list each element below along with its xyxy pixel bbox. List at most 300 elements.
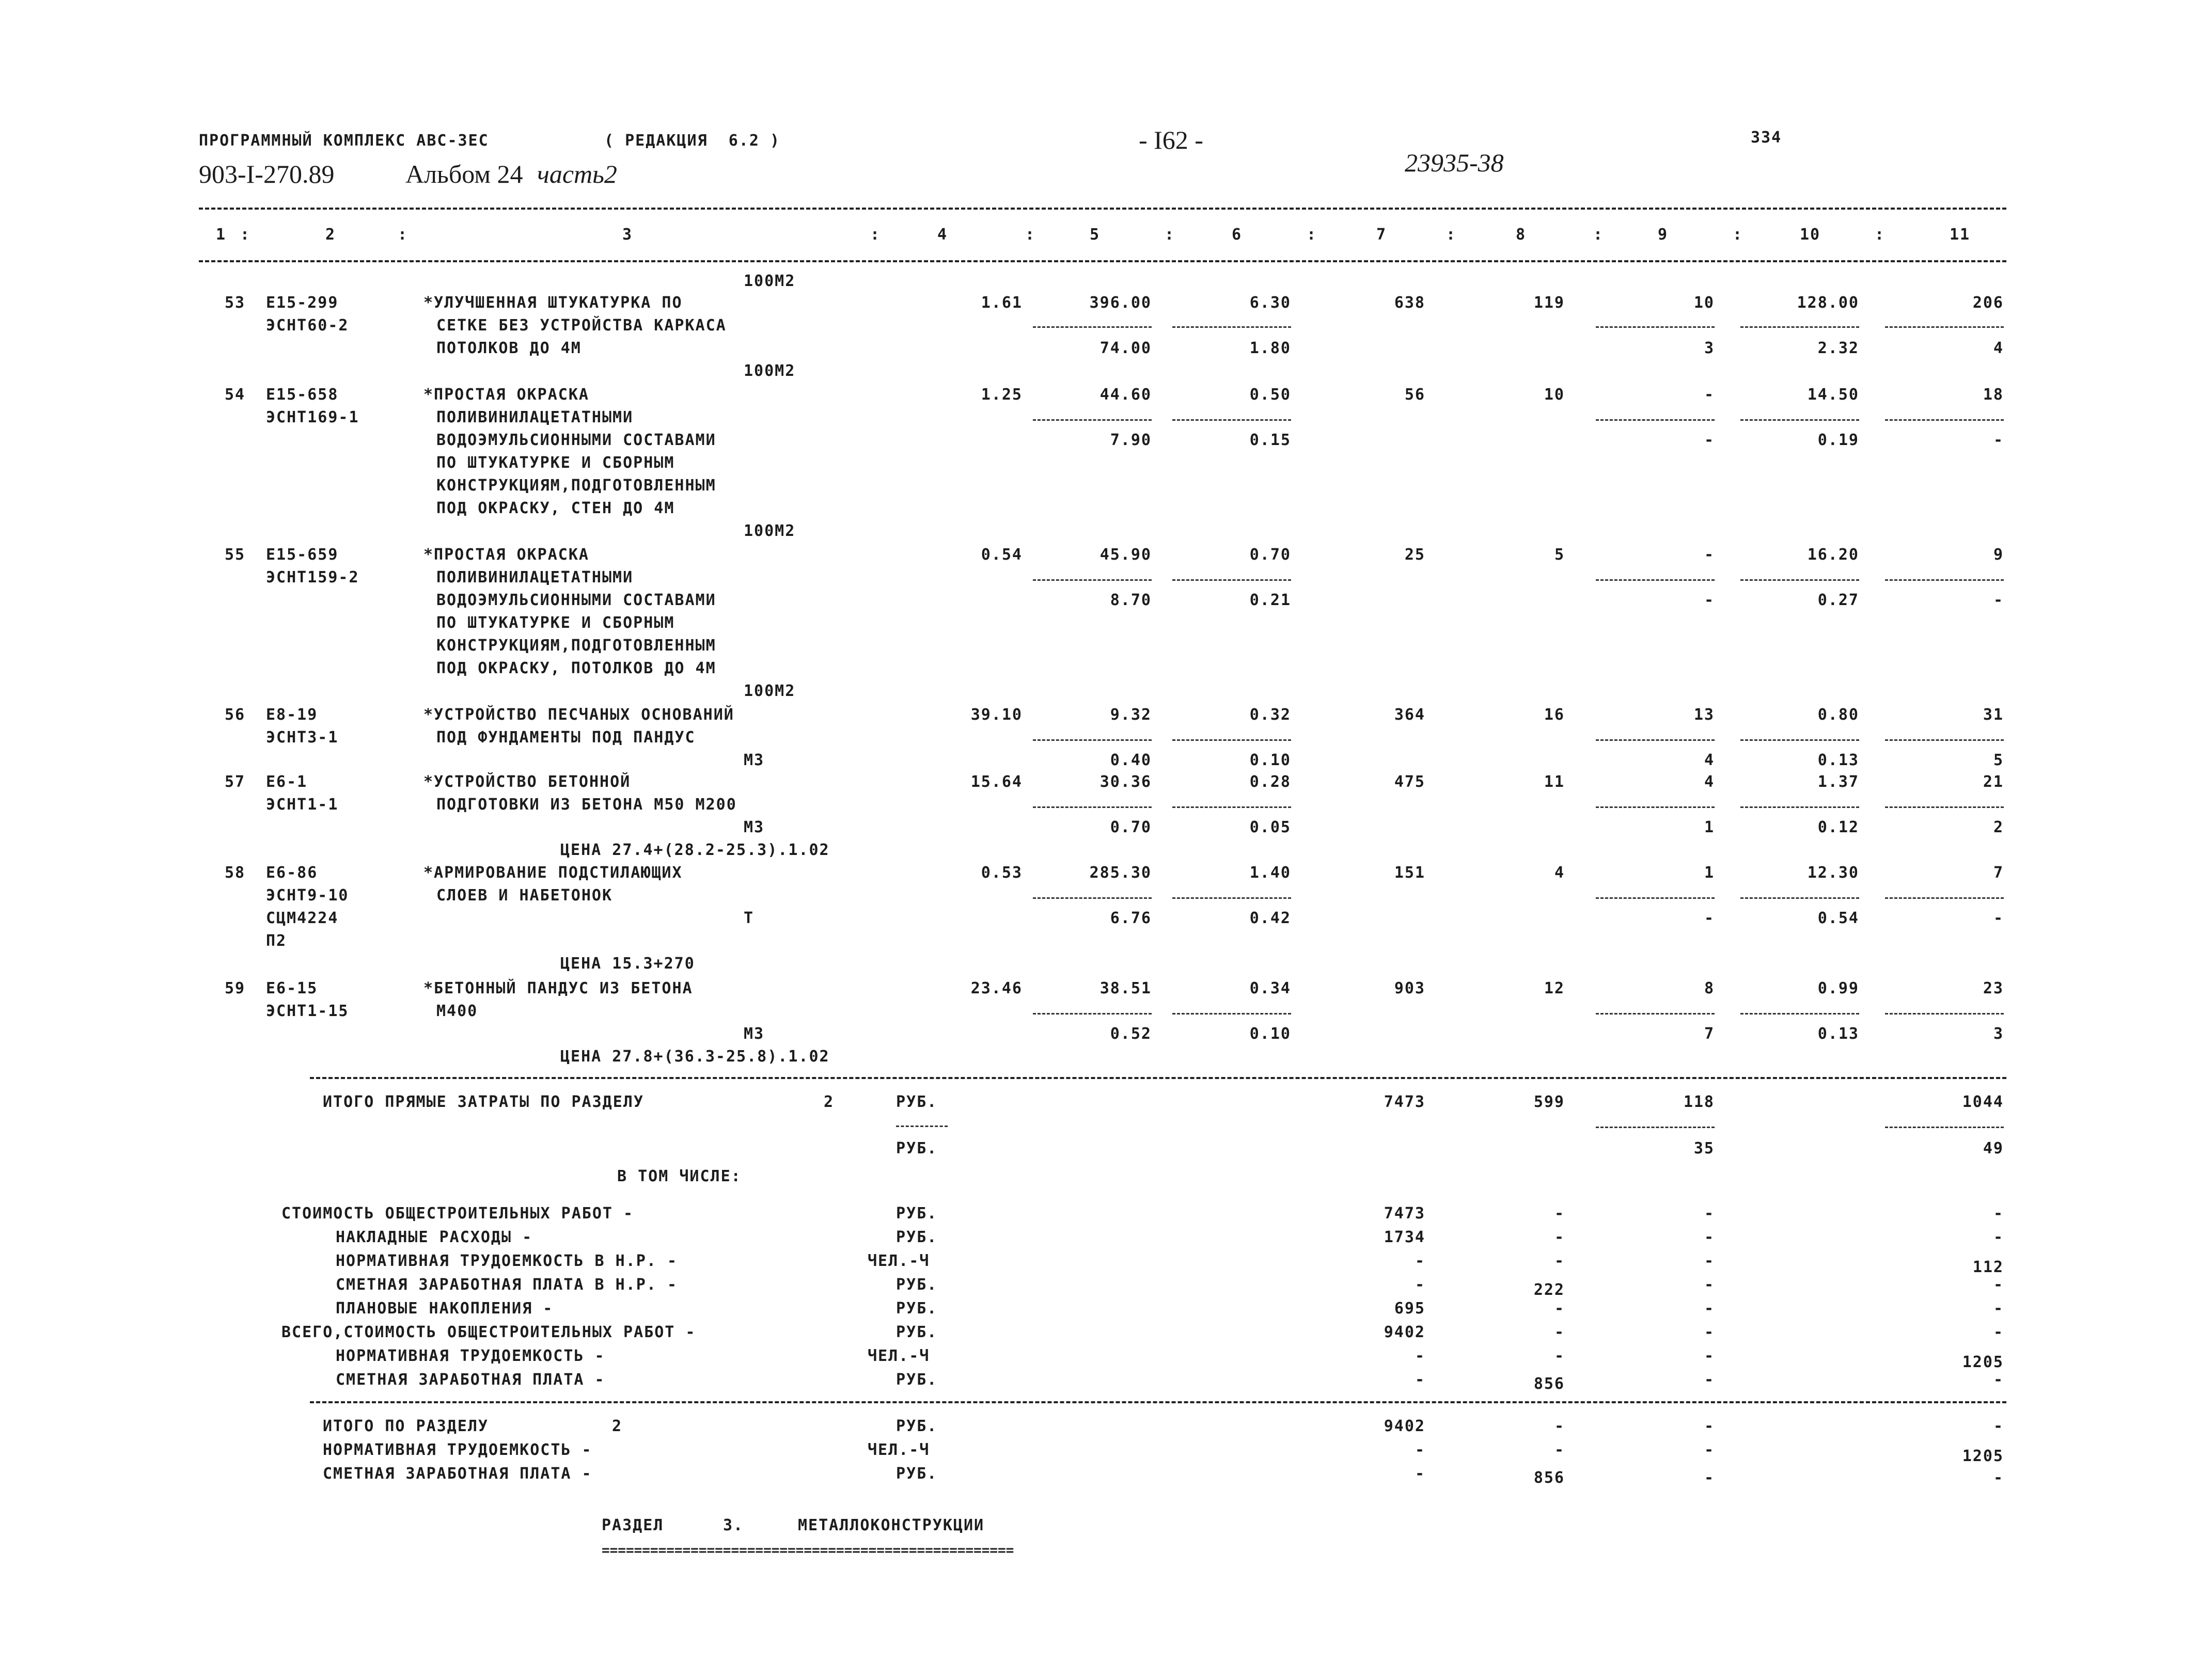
row-code-2: ЭСНТ60-2: [266, 316, 349, 335]
row-unit-wage: 6.76: [1110, 909, 1152, 927]
row-price-note: ЦЕНА 27.4+(28.2-25.3).1.02: [560, 841, 830, 859]
row-unit-cost: 9.32: [1110, 706, 1152, 724]
cell-divider: [1596, 739, 1715, 741]
col-7: 7: [1376, 226, 1387, 244]
row-code-4: П2: [266, 932, 287, 950]
direct-costs-label: ИТОГО ПРЯМЫЕ ЗАТРАТЫ ПО РАЗДЕЛУ: [323, 1093, 644, 1111]
breakdown-unit: ЧЕЛ.-Ч: [868, 1347, 930, 1365]
top-rule: [199, 208, 2006, 210]
row-description: *ПРОСТАЯ ОКРАСКА: [423, 546, 589, 564]
breakdown-cost: -: [1415, 1347, 1425, 1365]
row-mach: 13: [1693, 706, 1715, 724]
section-total-wage: -: [1554, 1441, 1565, 1459]
breakdown-wage: -: [1554, 1347, 1565, 1365]
cell-divider: [1172, 579, 1291, 581]
row-description: *ПРОСТАЯ ОКРАСКА: [423, 386, 589, 404]
row-unit-mach-wage: 0.10: [1249, 751, 1291, 769]
breakdown-mach: -: [1704, 1276, 1715, 1294]
col-11: 11: [1950, 226, 1971, 244]
row-description: КОНСТРУКЦИЯМ,ПОДГОТОВЛЕННЫМ: [436, 477, 716, 495]
row-code: Е6-86: [266, 864, 318, 882]
row-description: ПО ШТУКАТУРКЕ И СБОРНЫМ: [436, 614, 675, 632]
breakdown-label: НАКЛАДНЫЕ РАСХОДЫ -: [336, 1228, 533, 1246]
section-total-unit: РУБ.: [896, 1465, 938, 1483]
col-sep: :: [398, 226, 409, 244]
section-total-label: НОРМАТИВНАЯ ТРУДОЕМКОСТЬ -: [323, 1441, 592, 1459]
row-mach-wage: 7: [1704, 1025, 1715, 1043]
cell-divider: [1740, 739, 1859, 741]
section-total-mach: -: [1704, 1469, 1715, 1487]
row-number: 57: [225, 773, 246, 791]
row-description: КОНСТРУКЦИЯМ,ПОДГОТОВЛЕННЫМ: [436, 637, 716, 655]
col-6: 6: [1232, 226, 1243, 244]
cell-divider: [1596, 326, 1715, 328]
breakdown-label: СМЕТНАЯ ЗАРАБОТНАЯ ПЛАТА В Н.Р. -: [336, 1276, 678, 1294]
row-price-note: ЦЕНА 27.8+(36.3-25.8).1.02: [560, 1048, 830, 1066]
breakdown-labor: -: [1993, 1276, 2004, 1294]
row-total-wage: 119: [1533, 294, 1565, 312]
breakdown-mach: -: [1704, 1204, 1715, 1223]
breakdown-wage: -: [1554, 1299, 1565, 1318]
row-number: 56: [225, 706, 246, 724]
row-unit-mach-wage: 1.80: [1249, 339, 1291, 357]
cell-divider: [1885, 897, 2004, 899]
row-description: *УЛУЧШЕННАЯ ШТУКАТУРКА ПО: [423, 294, 683, 312]
row-unit-cost: 38.51: [1100, 979, 1152, 997]
row-description: *АРМИРОВАНИЕ ПОДСТИЛАЮЩИХ: [423, 864, 683, 882]
cell-divider: [1172, 897, 1291, 899]
section-total-cost: -: [1415, 1465, 1425, 1483]
col-1: 1: [216, 226, 227, 244]
direct-costs-labor-mach: 49: [1983, 1139, 2004, 1158]
row-total-cost: 56: [1404, 386, 1425, 404]
breakdown-mach: -: [1704, 1299, 1715, 1318]
section-total-labor: -: [1993, 1417, 2004, 1435]
row-labor-total: 9: [1993, 546, 2004, 564]
row-qty: 23.46: [970, 979, 1023, 997]
direct-costs-wage: 599: [1533, 1093, 1565, 1111]
row-unit-cost: 396.00: [1089, 294, 1152, 312]
row-price-note: ЦЕНА 15.3+270: [560, 955, 695, 973]
row-description: ПОЛИВИНИЛАЦЕТАТНЫМИ: [436, 568, 634, 587]
row-labor-total: 23: [1983, 979, 2004, 997]
row-labor-total: 18: [1983, 386, 2004, 404]
row-labor-mach: 0.13: [1817, 1025, 1859, 1043]
col-sep: :: [870, 226, 881, 244]
row-description: ВОДОЭМУЛЬСИОННЫМИ СОСТАВАМИ: [436, 431, 716, 449]
cell-divider: [1033, 579, 1152, 581]
row-code: Е15-659: [266, 546, 339, 564]
breakdown-unit: РУБ.: [896, 1276, 938, 1294]
document-code: 903-I-270.89: [199, 160, 335, 188]
row-description: ПОД ФУНДАМЕНТЫ ПОД ПАНДУС: [436, 728, 696, 747]
row-code-2: ЭСНТ1-15: [266, 1002, 349, 1020]
row-total-cost: 364: [1394, 706, 1425, 724]
col-3: 3: [622, 226, 633, 244]
breakdown-label: НОРМАТИВНАЯ ТРУДОЕМКОСТЬ В Н.Р. -: [336, 1252, 678, 1270]
row-labor-total: 206: [1972, 294, 2004, 312]
row-description: ПОТОЛКОВ ДО 4М: [436, 339, 582, 357]
row-mach: 10: [1693, 294, 1715, 312]
row-total-wage: 5: [1554, 546, 1565, 564]
row-pre-unit: 100М2: [744, 272, 796, 290]
breakdown-label: СТОИМОСТЬ ОБЩЕСТРОИТЕЛЬНЫХ РАБОТ -: [281, 1204, 634, 1223]
header-rule: [199, 260, 2006, 262]
row-mach-wage: -: [1704, 909, 1715, 927]
row-total-wage: 11: [1544, 773, 1565, 791]
row-code-2: ЭСНТ169-1: [266, 408, 359, 426]
row-labor-mach-total: -: [1993, 591, 2004, 609]
row-unit-cost: 45.90: [1100, 546, 1152, 564]
album-part: часть2: [537, 160, 617, 188]
cell-divider: [1033, 419, 1152, 421]
section-heading-underline: ===================================================: [602, 1543, 1014, 1558]
cell-divider: [1740, 1013, 1859, 1015]
breakdown-cost: -: [1415, 1371, 1425, 1389]
breakdown-unit: РУБ.: [896, 1371, 938, 1389]
breakdown-unit: РУБ.: [896, 1228, 938, 1246]
breakdown-unit: РУБ.: [896, 1323, 938, 1341]
row-description: ВОДОЭМУЛЬСИОННЫМИ СОСТАВАМИ: [436, 591, 716, 609]
breakdown-label: НОРМАТИВНАЯ ТРУДОЕМКОСТЬ -: [336, 1347, 605, 1365]
row-labor-mach: 0.27: [1817, 591, 1859, 609]
row-unit: М3: [744, 751, 765, 769]
cell-divider: [1596, 897, 1715, 899]
row-description: СЕТКЕ БЕЗ УСТРОЙСТВА КАРКАСА: [436, 316, 727, 335]
row-labor-total: 31: [1983, 706, 2004, 724]
cell-divider: [1740, 579, 1859, 581]
row-code: Е6-15: [266, 979, 318, 997]
col-sep: :: [1593, 226, 1604, 244]
row-unit-mach-wage: 0.05: [1249, 818, 1291, 836]
row-description: ПОЛИВИНИЛАЦЕТАТНЫМИ: [436, 408, 634, 426]
breakdown-wage: -: [1554, 1228, 1565, 1246]
row-unit-mach: 1.40: [1249, 864, 1291, 882]
album-label: Альбом 24: [405, 160, 523, 188]
row-labor-mach: 0.19: [1817, 431, 1859, 449]
row-labor-unit: 1.37: [1817, 773, 1859, 791]
direct-costs-labor: 1044: [1962, 1093, 2004, 1111]
row-description: *УСТРОЙСТВО БЕТОННОЙ: [423, 773, 631, 791]
cell-divider: [1033, 1013, 1152, 1015]
row-unit-mach: 0.34: [1249, 979, 1291, 997]
breakdown-wage: -: [1554, 1252, 1565, 1270]
row-labor-unit: 128.00: [1797, 294, 1859, 312]
row-unit-mach: 0.28: [1249, 773, 1291, 791]
cell-divider: [1033, 897, 1152, 899]
breakdown-labor: -: [1993, 1371, 2004, 1389]
cell-divider: [1885, 326, 2004, 328]
row-number: 59: [225, 979, 246, 997]
cell-divider: [1033, 326, 1152, 328]
section-total-wage: -: [1554, 1417, 1565, 1435]
row-code: Е15-299: [266, 294, 339, 312]
col-sep: :: [240, 226, 251, 244]
row-description: ПО ШТУКАТУРКЕ И СБОРНЫМ: [436, 454, 675, 472]
cell-divider: [1740, 326, 1859, 328]
col-9: 9: [1658, 226, 1669, 244]
row-labor-mach-total: -: [1993, 909, 2004, 927]
cell-divider: [1885, 579, 2004, 581]
row-number: 55: [225, 546, 246, 564]
row-unit: 100М2: [744, 522, 796, 540]
breakdown-mach: -: [1704, 1371, 1715, 1389]
section-total-mach: -: [1704, 1441, 1715, 1459]
row-unit: 100М2: [744, 682, 796, 700]
cell-divider: [1885, 1127, 2004, 1128]
row-unit-mach: 6.30: [1249, 294, 1291, 312]
row-mach-wage: -: [1704, 591, 1715, 609]
row-code-3: СЦМ4224: [266, 909, 339, 927]
breakdown-cost: 7473: [1384, 1204, 1425, 1223]
row-unit: М3: [744, 1025, 765, 1043]
cell-divider: [1885, 1013, 2004, 1015]
breakdown-wage: 856: [1533, 1375, 1565, 1393]
stamp-number: 23935-38: [1405, 148, 1504, 177]
row-total-cost: 151: [1394, 864, 1425, 882]
breakdown-unit: РУБ.: [896, 1204, 938, 1223]
cell-divider: [1172, 1013, 1291, 1015]
row-labor-unit: 12.30: [1807, 864, 1859, 882]
row-mach-wage: -: [1704, 431, 1715, 449]
cell-divider: [1740, 897, 1859, 899]
breakdown-cost: 695: [1394, 1299, 1425, 1318]
row-labor-unit: 0.99: [1817, 979, 1859, 997]
section-heading-title: МЕТАЛЛОКОНСТРУКЦИИ: [798, 1516, 985, 1534]
section-total-cost: 9402: [1384, 1417, 1425, 1435]
row-code: Е8-19: [266, 706, 318, 724]
breakdown-labor: -: [1993, 1228, 2004, 1246]
row-code: Е15-658: [266, 386, 339, 404]
cell-divider: [1172, 739, 1291, 741]
col-2: 2: [325, 226, 336, 244]
row-labor-total: 21: [1983, 773, 2004, 791]
row-labor-unit: 14.50: [1807, 386, 1859, 404]
cell-divider: [1596, 579, 1715, 581]
cell-divider: [1033, 806, 1152, 808]
row-unit-wage: 8.70: [1110, 591, 1152, 609]
cell-divider: [1172, 419, 1291, 421]
row-mach: 8: [1704, 979, 1715, 997]
row-labor-mach: 0.13: [1817, 751, 1859, 769]
row-total-cost: 638: [1394, 294, 1425, 312]
row-labor-mach-total: 3: [1993, 1025, 2004, 1043]
row-total-wage: 12: [1544, 979, 1565, 997]
row-number: 58: [225, 864, 246, 882]
section-total-mach: -: [1704, 1417, 1715, 1435]
cell-divider: [1596, 1013, 1715, 1015]
row-labor-total: 7: [1993, 864, 2004, 882]
row-description: *УСТРОЙСТВО ПЕСЧАНЫХ ОСНОВАНИЙ: [423, 706, 734, 724]
row-code-2: ЭСНТ1-1: [266, 796, 339, 814]
breakdown-unit: ЧЕЛ.-Ч: [868, 1252, 930, 1270]
direct-costs-total-cost: 7473: [1384, 1093, 1425, 1111]
breakdown-label: ПЛАНОВЫЕ НАКОПЛЕНИЯ -: [336, 1299, 554, 1318]
row-number: 54: [225, 386, 246, 404]
row-unit-wage: 0.52: [1110, 1025, 1152, 1043]
col-sep: :: [1307, 226, 1317, 244]
row-qty: 1.25: [981, 386, 1023, 404]
breakdown-mach: -: [1704, 1252, 1715, 1270]
section-total-labor: -: [1993, 1469, 2004, 1487]
section-total-label: ИТОГО ПО РАЗДЕЛУ: [323, 1417, 489, 1435]
row-description: ПОД ОКРАСКУ, СТЕН ДО 4М: [436, 499, 675, 517]
row-labor-mach: 2.32: [1817, 339, 1859, 357]
section-heading-number: 3.: [723, 1516, 744, 1534]
section-total-labor: 1205: [1962, 1447, 2004, 1465]
row-code-2: ЭСНТ3-1: [266, 728, 339, 747]
col-8: 8: [1516, 226, 1527, 244]
row-qty: 0.54: [981, 546, 1023, 564]
section-total-unit: РУБ.: [896, 1417, 938, 1435]
row-labor-mach-total: -: [1993, 431, 2004, 449]
breakdown-labor: 112: [1972, 1258, 2004, 1276]
row-unit-mach: 0.70: [1249, 546, 1291, 564]
section-total-number: 2: [612, 1417, 623, 1435]
breakdown-wage: -: [1554, 1323, 1565, 1341]
row-mach: 1: [1704, 864, 1715, 882]
row-unit-cost: 30.36: [1100, 773, 1152, 791]
row-unit-mach-wage: 0.21: [1249, 591, 1291, 609]
row-unit-mach: 0.50: [1249, 386, 1291, 404]
breakdown-mach: -: [1704, 1347, 1715, 1365]
row-unit: 100М2: [744, 362, 796, 380]
row-unit-mach-wage: 0.10: [1249, 1025, 1291, 1043]
row-mach: -: [1704, 386, 1715, 404]
row-code-2: ЭСНТ9-10: [266, 886, 349, 905]
row-number: 53: [225, 294, 246, 312]
row-unit: М3: [744, 818, 765, 836]
breakdown-mach: -: [1704, 1323, 1715, 1341]
cell-divider: [1596, 1127, 1715, 1128]
including-label: В ТОМ ЧИСЛЕ:: [617, 1167, 742, 1185]
section-total-cost: -: [1415, 1441, 1425, 1459]
program-edition: ( РЕДАКЦИЯ 6.2 ): [604, 132, 781, 150]
col-5: 5: [1090, 226, 1101, 244]
row-labor-unit: 16.20: [1807, 546, 1859, 564]
row-labor-mach: 0.12: [1817, 818, 1859, 836]
cell-divider: [1885, 739, 2004, 741]
breakdown-labor: 1205: [1962, 1353, 2004, 1371]
section-total-rule: [310, 1401, 2006, 1403]
sheet-number: 334: [1751, 129, 1782, 147]
row-qty: 1.61: [981, 294, 1023, 312]
row-code: Е6-1: [266, 773, 308, 791]
row-unit-wage: 7.90: [1110, 431, 1152, 449]
breakdown-cost: 1734: [1384, 1228, 1425, 1246]
row-description: ПОД ОКРАСКУ, ПОТОЛКОВ ДО 4М: [436, 659, 716, 677]
row-unit-cost: 44.60: [1100, 386, 1152, 404]
cell-divider: [1596, 806, 1715, 808]
row-mach: 4: [1704, 773, 1715, 791]
col-sep: :: [1446, 226, 1457, 244]
row-labor-mach-total: 5: [1993, 751, 2004, 769]
row-labor-mach: 0.54: [1817, 909, 1859, 927]
row-description: СЛОЕВ И НАБЕТОНОК: [436, 886, 613, 905]
breakdown-unit: РУБ.: [896, 1299, 938, 1318]
row-unit-cost: 285.30: [1089, 864, 1152, 882]
direct-costs-section: 2: [824, 1093, 835, 1111]
row-unit-mach-wage: 0.42: [1249, 909, 1291, 927]
col-sep: :: [1025, 226, 1036, 244]
row-description: ПОДГОТОВКИ ИЗ БЕТОНА М50 М200: [436, 796, 737, 814]
direct-costs-unit-2: РУБ.: [896, 1139, 938, 1158]
row-total-wage: 4: [1554, 864, 1565, 882]
breakdown-label: СМЕТНАЯ ЗАРАБОТНАЯ ПЛАТА -: [336, 1371, 605, 1389]
direct-costs-mach: 118: [1683, 1093, 1715, 1111]
row-labor-mach-total: 2: [1993, 818, 2004, 836]
cell-divider: [1885, 419, 2004, 421]
row-unit-mach-wage: 0.15: [1249, 431, 1291, 449]
breakdown-cost: -: [1415, 1276, 1425, 1294]
cell-divider: [1740, 806, 1859, 808]
direct-costs-unit: РУБ.: [896, 1093, 938, 1111]
cell-divider: [1033, 739, 1152, 741]
section-total-label: СМЕТНАЯ ЗАРАБОТНАЯ ПЛАТА -: [323, 1465, 592, 1483]
breakdown-mach: -: [1704, 1228, 1715, 1246]
col-sep: :: [1165, 226, 1175, 244]
row-description: М400: [436, 1002, 478, 1020]
row-unit-wage: 74.00: [1100, 339, 1152, 357]
row-unit-wage: 0.40: [1110, 751, 1152, 769]
row-total-wage: 10: [1544, 386, 1565, 404]
row-code-2: ЭСНТ159-2: [266, 568, 359, 587]
col-sep: :: [1733, 226, 1744, 244]
breakdown-wage: 222: [1533, 1281, 1565, 1299]
row-mach-wage: 3: [1704, 339, 1715, 357]
breakdown-wage: -: [1554, 1204, 1565, 1223]
row-unit-mach: 0.32: [1249, 706, 1291, 724]
col-sep: :: [1875, 226, 1886, 244]
row-total-wage: 16: [1544, 706, 1565, 724]
col-10: 10: [1800, 226, 1821, 244]
page-number: - I62 -: [1139, 125, 1203, 154]
row-mach-wage: 1: [1704, 818, 1715, 836]
section-total-wage: 856: [1533, 1469, 1565, 1487]
cell-divider: [1740, 419, 1859, 421]
cell-divider: [1172, 806, 1291, 808]
row-mach-wage: 4: [1704, 751, 1715, 769]
section-total-unit: ЧЕЛ.-Ч: [868, 1441, 930, 1459]
row-unit-wage: 0.70: [1110, 818, 1152, 836]
row-description: *БЕТОННЫЙ ПАНДУС ИЗ БЕТОНА: [423, 979, 693, 997]
row-labor-mach-total: 4: [1993, 339, 2004, 357]
row-total-cost: 475: [1394, 773, 1425, 791]
breakdown-labor: -: [1993, 1204, 2004, 1223]
breakdown-label: ВСЕГО,СТОИМОСТЬ ОБЩЕСТРОИТЕЛЬНЫХ РАБОТ -: [281, 1323, 696, 1341]
row-unit: Т: [744, 909, 755, 927]
direct-costs-mach-wage: 35: [1693, 1139, 1715, 1158]
program-name: ПРОГРАММНЫЙ КОМПЛЕКС АВС-ЗЕС: [199, 132, 489, 150]
row-total-cost: 25: [1404, 546, 1425, 564]
row-labor-unit: 0.80: [1817, 706, 1859, 724]
breakdown-labor: -: [1993, 1323, 2004, 1341]
row-qty: 39.10: [970, 706, 1023, 724]
cell-divider: [1596, 419, 1715, 421]
row-mach: -: [1704, 546, 1715, 564]
cell-divider: [896, 1126, 948, 1127]
cell-divider: [1885, 806, 2004, 808]
breakdown-cost: 9402: [1384, 1323, 1425, 1341]
col-4: 4: [937, 226, 948, 244]
row-qty: 0.53: [981, 864, 1023, 882]
row-total-cost: 903: [1394, 979, 1425, 997]
breakdown-labor: -: [1993, 1299, 2004, 1318]
section-heading-word: РАЗДЕЛ: [602, 1516, 664, 1534]
totals-rule: [310, 1077, 2006, 1079]
row-qty: 15.64: [970, 773, 1023, 791]
breakdown-cost: -: [1415, 1252, 1425, 1270]
